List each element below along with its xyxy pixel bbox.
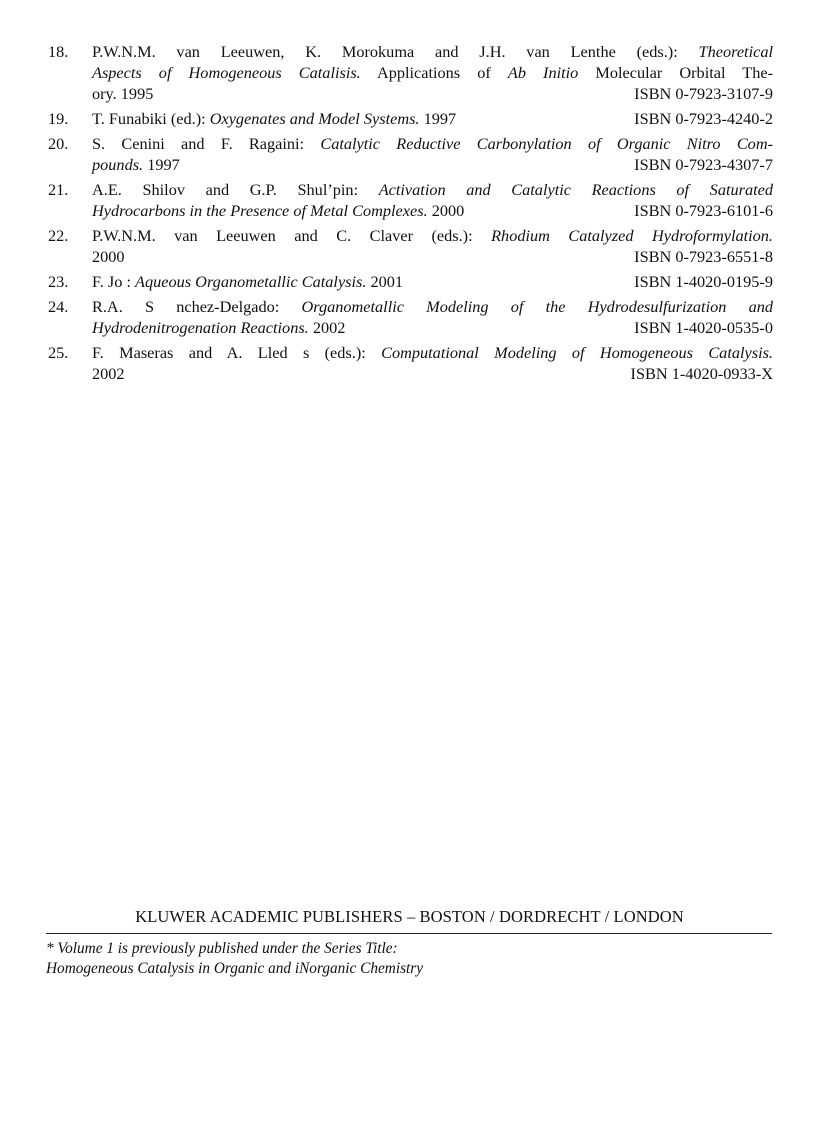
entry-isbn: ISBN 0-7923-4307-7	[634, 155, 773, 174]
list-item	[46, 342, 773, 384]
entry-title: Aspects of Homogeneous Catalisis.	[92, 63, 361, 82]
entry-year: 1997	[143, 155, 180, 174]
footer-divider	[46, 933, 772, 934]
list-item	[46, 108, 773, 129]
entry-line	[92, 363, 773, 384]
entry-year: 2001	[366, 272, 404, 291]
entry-title: Catalytic Reductive Carbonylation of Organic Nitro Com-	[320, 134, 773, 153]
entry-isbn: ISBN 0-7923-6551-8	[634, 247, 773, 266]
entry-authors: S. Cenini and F. Ragaini:	[92, 134, 321, 153]
series-note-line: * Volume 1 is previously published under the Series Title:	[46, 940, 398, 957]
entry-title: Rhodium Catalyzed Hydroformylation.	[491, 226, 774, 245]
entry-year: 1997	[419, 109, 457, 128]
entry-line	[92, 154, 773, 175]
entry-isbn: ISBN 1-4020-0535-0	[634, 318, 773, 337]
entry-authors: T. Funabiki (ed.):	[92, 109, 210, 128]
entry-line	[92, 133, 773, 154]
list-item	[46, 296, 773, 338]
entry-line	[92, 83, 773, 104]
entry-number: 23.	[48, 272, 69, 291]
entry-line	[92, 342, 773, 363]
entry-authors: A.E. Shilov and G.P. Shul’pin:	[92, 180, 379, 199]
list-item	[46, 41, 773, 104]
entry-number: 20.	[48, 134, 69, 153]
series-note-line: Homogeneous Catalysis in Organic and iNorganic Chemistry	[46, 960, 424, 977]
entry-line	[92, 246, 773, 267]
entry-number: 22.	[48, 226, 69, 245]
entry-authors: P.W.N.M. van Leeuwen and C. Claver (eds.):	[92, 226, 492, 245]
series-note	[46, 939, 646, 979]
entry-isbn: ISBN 0-7923-3107-9	[634, 84, 773, 103]
list-item	[46, 133, 773, 175]
entry-title: Theoretical	[698, 42, 773, 61]
entry-isbn: ISBN 1-4020-0195-9	[634, 272, 773, 291]
entry-line	[92, 108, 773, 129]
entry-title: Oxygenates and Model Systems.	[209, 109, 420, 128]
entry-year: 2000	[427, 201, 465, 220]
entry-year: 2002	[92, 364, 125, 383]
list-item	[46, 271, 773, 292]
list-item	[46, 225, 773, 267]
list-item	[46, 179, 773, 221]
entry-title: Aqueous Organometallic Catalysis.	[135, 272, 367, 291]
entry-authors: F. Jo :	[92, 272, 136, 291]
publisher-line: KLUWER ACADEMIC PUBLISHERS – BOSTON / DORDRECHT / LONDON	[135, 907, 684, 926]
entry-line	[92, 200, 773, 221]
entry-year: 2002	[308, 318, 346, 337]
entry-authors: F. Maseras and A. Lled s (eds.):	[92, 343, 382, 362]
entry-line	[92, 225, 773, 246]
entry-authors: R.A. S nchez-Delgado:	[92, 297, 302, 316]
entry-line	[92, 296, 773, 317]
entry-isbn: ISBN 0-7923-4240-2	[634, 109, 773, 128]
entry-line	[92, 179, 773, 200]
entry-title: Ab Initio	[507, 63, 579, 82]
entry-title: Activation and Catalytic Reactions of Saturated	[378, 180, 773, 199]
entry-number: 21.	[48, 180, 69, 199]
entry-line	[92, 317, 773, 338]
entry-number: 19.	[48, 109, 69, 128]
entry-line	[92, 62, 773, 83]
entry-number: 18.	[48, 42, 69, 61]
entry-title: Hydrodenitrogenation Reactions.	[92, 318, 309, 337]
entry-isbn: ISBN 1-4020-0933-X	[630, 364, 773, 383]
entry-line	[92, 41, 773, 62]
entry-isbn: ISBN 0-7923-6101-6	[634, 201, 773, 220]
entry-text: Applications of	[360, 63, 508, 82]
entry-title: Organometallic Modeling of the Hydrodesulfurization and	[301, 297, 773, 316]
entry-year: ory. 1995	[92, 84, 154, 103]
entry-line	[92, 271, 773, 292]
entry-year: 2000	[92, 247, 125, 266]
entry-number: 25.	[48, 343, 69, 362]
series-list	[46, 41, 773, 388]
entry-authors: P.W.N.M. van Leeuwen, K. Morokuma and J.H. van Lenthe (eds.):	[92, 42, 699, 61]
entry-title: Hydrocarbons in the Presence of Metal Complexes.	[92, 201, 428, 220]
entry-number: 24.	[48, 297, 69, 316]
entry-title: pounds.	[92, 155, 144, 174]
entry-text: Molecular Orbital The-	[578, 63, 774, 82]
entry-title: Computational Modeling of Homogeneous Catalysis.	[381, 343, 773, 362]
